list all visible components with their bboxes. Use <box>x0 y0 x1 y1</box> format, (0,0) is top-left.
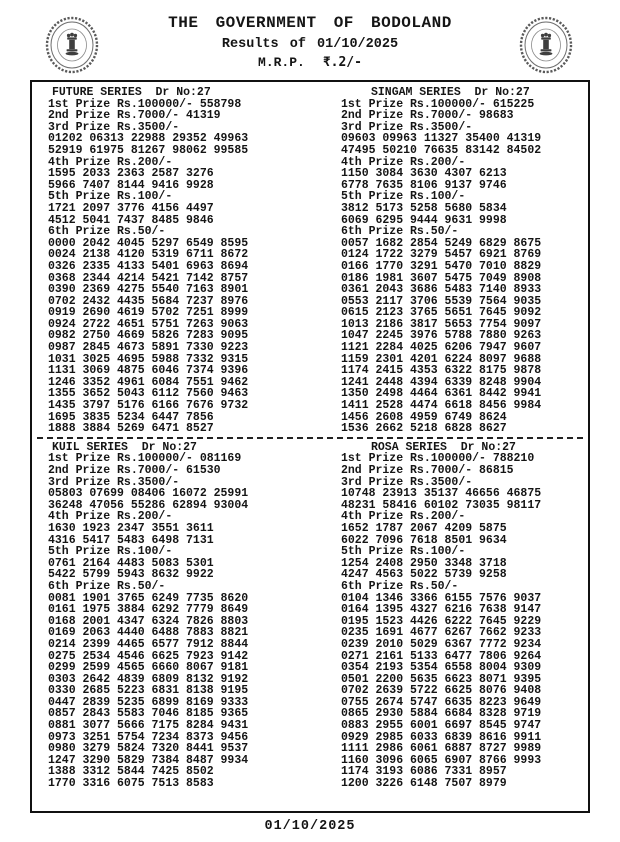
winning-numbers-row: 6022 7096 7618 8501 9634 <box>341 533 507 547</box>
mrp-label: M.R.P. <box>258 55 305 70</box>
winning-numbers-row: 1200 3226 6148 7507 8979 <box>341 777 507 791</box>
winning-numbers-row: 4247 4563 5022 5739 9258 <box>341 568 507 582</box>
winning-numbers-row: 1456 2608 4959 6749 8624 <box>341 410 507 424</box>
page-title: THE GOVERNMENT OF BODOLAND <box>168 14 452 32</box>
winning-numbers-row: 1888 3884 5269 6471 8527 <box>48 422 214 436</box>
winning-numbers-row: 1160 3096 6065 6907 8766 9993 <box>341 753 542 767</box>
winning-numbers-row: 0161 1975 3884 6292 7779 8649 <box>48 603 249 617</box>
winning-numbers-row: 1031 3025 4695 5988 7332 9315 <box>48 352 249 366</box>
winning-numbers-row: 1630 1923 2347 3551 3611 <box>48 521 214 535</box>
winning-numbers-row: 05803 07699 08406 16072 25991 <box>48 487 249 501</box>
series-header: ROSA SERIES Dr No:27 <box>371 440 516 454</box>
prize-label: 4th Prize Rs.200/- <box>341 155 466 169</box>
winning-numbers-row: 0104 1346 3366 6155 7576 9037 <box>341 591 542 605</box>
winning-numbers-row: 0024 2138 4120 5319 6711 8672 <box>48 248 249 262</box>
winning-numbers-row: 0303 2642 4839 6809 8132 9192 <box>48 672 249 686</box>
winning-numbers-row: 0929 2985 6033 6839 8616 9911 <box>341 730 542 744</box>
winning-numbers-row: 0057 1682 2854 5249 6829 8675 <box>341 236 542 250</box>
winning-numbers-row: 0924 2722 4651 5751 7263 9063 <box>48 317 249 331</box>
winning-numbers-row: 0168 2001 4347 6324 7826 8803 <box>48 614 249 628</box>
prize-label: 3rd Prize Rs.3500/- <box>48 120 180 134</box>
winning-numbers-row: 0186 1981 3607 5475 7049 8908 <box>341 271 542 285</box>
prize-label: 3rd Prize Rs.3500/- <box>48 475 180 489</box>
winning-numbers-row: 1246 3352 4961 6084 7551 9462 <box>48 375 249 389</box>
winning-numbers-row: 0169 2063 4440 6488 7883 8821 <box>48 626 249 640</box>
winning-numbers-row: 0447 2839 5235 6899 8169 9333 <box>48 695 249 709</box>
winning-numbers-row: 0235 1691 4677 6267 7662 9233 <box>341 626 542 640</box>
winning-numbers-row: 1174 2415 4353 6322 8175 9878 <box>341 364 542 378</box>
winning-numbers-row: 6069 6295 9444 9631 9998 <box>341 213 507 227</box>
prize-label: 5th Prize Rs.100/- <box>48 545 173 559</box>
winning-numbers-row: 0881 3077 5666 7175 8284 9431 <box>48 719 249 733</box>
winning-numbers-row: 1652 1787 2067 4209 5875 <box>341 521 507 535</box>
prize-label: 6th Prize Rs.50/- <box>48 579 166 593</box>
winning-numbers-row: 0973 3251 5754 7234 8373 9456 <box>48 730 249 744</box>
winning-numbers-row: 0761 2164 4483 5083 5301 <box>48 556 214 570</box>
winning-numbers-row: 1770 3316 6075 7513 8583 <box>48 777 214 791</box>
series-header: FUTURE SERIES Dr No:27 <box>52 86 211 99</box>
winning-numbers-row: 5422 5799 5943 8632 9922 <box>48 568 214 582</box>
winning-numbers-row: 0702 2432 4435 5684 7237 8976 <box>48 294 249 308</box>
mrp-value: ₹.2/- <box>322 55 362 70</box>
series-kuil <box>32 442 327 790</box>
series-singam <box>327 87 588 435</box>
winning-numbers-row: 0164 1395 4327 6216 7638 9147 <box>341 603 542 617</box>
winning-numbers-row: 0239 2010 5029 6367 7772 9234 <box>341 637 542 651</box>
prize-label: 1st Prize Rs.100000/- 615225 <box>341 97 535 111</box>
winning-numbers-row: 0857 2843 5583 7046 8185 9365 <box>48 707 249 721</box>
section-separator <box>37 437 583 439</box>
prize-label: 2nd Prize Rs.7000/- 98683 <box>341 109 514 123</box>
prize-label: 1st Prize Rs.100000/- 788210 <box>341 452 535 466</box>
prize-label: 1st Prize Rs.100000/- 081169 <box>48 452 242 466</box>
winning-numbers-row: 10748 23913 35137 46656 46875 <box>341 487 542 501</box>
winning-numbers-row: 0865 2930 5884 6684 8328 9719 <box>341 707 542 721</box>
results-date-heading: Results of 01/10/2025 <box>221 37 399 52</box>
prize-label: 3rd Prize Rs.3500/- <box>341 475 473 489</box>
prize-label: 1st Prize Rs.100000/- 558798 <box>48 97 242 111</box>
winning-numbers-row: 1388 3312 5844 7425 8502 <box>48 765 214 779</box>
results-section-bottom <box>32 442 588 790</box>
winning-numbers-row: 1435 3797 5176 6166 7676 9732 <box>48 399 249 413</box>
winning-numbers-row: 1150 3084 3630 4307 6213 <box>341 167 507 181</box>
winning-numbers-row: 1013 2186 3817 5653 7754 9097 <box>341 317 542 331</box>
winning-numbers-row: 1721 2097 3776 4156 4497 <box>48 201 214 215</box>
winning-numbers-row: 1121 2284 4025 6206 7947 9607 <box>341 341 542 355</box>
winning-numbers-row: 1350 2498 4464 6361 8442 9941 <box>341 387 542 401</box>
prize-label: 5th Prize Rs.100/- <box>48 190 173 204</box>
prize-label: 6th Prize Rs.50/- <box>48 225 166 239</box>
winning-numbers-row: 01202 06313 22988 29352 49963 <box>48 132 249 146</box>
winning-numbers-row: 0271 2161 5133 6477 7806 9264 <box>341 649 542 663</box>
winning-numbers-row: 0980 3279 5824 7320 8441 9537 <box>48 742 249 756</box>
series-future <box>32 87 327 435</box>
mrp-line <box>0 55 620 70</box>
winning-numbers-row: 1131 3069 4875 6046 7374 9396 <box>48 364 249 378</box>
winning-numbers-row: 1111 2986 6061 6887 8727 9989 <box>341 742 542 756</box>
winning-numbers-row: 1595 2033 2363 2587 3276 <box>48 167 214 181</box>
winning-numbers-row: 0883 2955 6001 6697 8545 9747 <box>341 719 542 733</box>
series-header: SINGAM SERIES Dr No:27 <box>371 86 530 99</box>
prize-label: 4th Prize Rs.200/- <box>341 510 466 524</box>
prize-label: 6th Prize Rs.50/- <box>341 225 459 239</box>
winning-numbers-row: 0368 2344 4214 5421 7142 8757 <box>48 271 249 285</box>
winning-numbers-row: 1355 3652 5043 6112 7560 9463 <box>48 387 249 401</box>
winning-numbers-row: 5966 7407 8144 9416 9928 <box>48 178 214 192</box>
winning-numbers-row: 0501 2200 5635 6623 8071 9395 <box>341 672 542 686</box>
prize-label: 3rd Prize Rs.3500/- <box>341 120 473 134</box>
winning-numbers-row: 0000 2042 4045 5297 6549 8595 <box>48 236 249 250</box>
winning-numbers-row: 1695 3835 5234 6447 7856 <box>48 410 214 424</box>
prize-label: 2nd Prize Rs.7000/- 61530 <box>48 464 221 477</box>
prize-label: 2nd Prize Rs.7000/- 86815 <box>341 464 514 477</box>
winning-numbers-row: 1411 2528 4474 6618 8456 9984 <box>341 399 542 413</box>
winning-numbers-row: 0214 2399 4465 6577 7912 8844 <box>48 637 249 651</box>
prize-label: 6th Prize Rs.50/- <box>341 579 459 593</box>
winning-numbers-row: 1047 2245 3976 5788 7880 9263 <box>341 329 542 343</box>
winning-numbers-row: 0326 2335 4133 5401 6963 8694 <box>48 259 249 273</box>
winning-numbers-row: 0755 2674 5747 6635 8223 9649 <box>341 695 542 709</box>
winning-numbers-row: 0330 2685 5223 6831 8138 9195 <box>48 684 249 698</box>
series-rosa <box>327 442 588 790</box>
winning-numbers-row: 1159 2301 4201 6224 8097 9688 <box>341 352 542 366</box>
winning-numbers-row: 1241 2448 4394 6339 8248 9904 <box>341 375 542 389</box>
winning-numbers-row: 4316 5417 5483 6498 7131 <box>48 533 214 547</box>
winning-numbers-row: 0081 1901 3765 6249 7735 8620 <box>48 591 249 605</box>
winning-numbers-row: 36248 47056 55286 62894 93004 <box>48 498 249 512</box>
results-section-top <box>32 87 588 435</box>
footer-date: 01/10/2025 <box>264 819 356 834</box>
winning-numbers-row: 0124 1722 3279 5457 6921 8769 <box>341 248 542 262</box>
prize-label: 4th Prize Rs.200/- <box>48 510 173 524</box>
winning-numbers-row: 0275 2534 4546 6625 7923 9142 <box>48 649 249 663</box>
winning-numbers-row: 47495 50210 76635 83142 84502 <box>341 143 542 157</box>
winning-numbers-row: 0919 2690 4619 5702 7251 8999 <box>48 306 249 320</box>
prize-label: 4th Prize Rs.200/- <box>48 155 173 169</box>
winning-numbers-row: 0299 2599 4565 6660 8067 9181 <box>48 661 249 675</box>
winning-numbers-row: 0195 1523 4426 6222 7645 9229 <box>341 614 542 628</box>
winning-numbers-row: 0987 2845 4673 5891 7330 9223 <box>48 341 249 355</box>
winning-numbers-row: 0354 2193 5354 6558 8004 9309 <box>341 661 542 675</box>
winning-numbers-row: 4512 5041 7437 8485 9846 <box>48 213 214 227</box>
winning-numbers-row: 3812 5173 5258 5680 5834 <box>341 201 507 215</box>
winning-numbers-row: 0982 2750 4669 5826 7283 9095 <box>48 329 249 343</box>
winning-numbers-row: 0361 2043 3686 5483 7140 8933 <box>341 283 542 297</box>
prize-label: 5th Prize Rs.100/- <box>341 190 466 204</box>
prize-label: 2nd Prize Rs.7000/- 41319 <box>48 109 221 123</box>
prize-label: 5th Prize Rs.100/- <box>341 545 466 559</box>
winning-numbers-row: 1536 2662 5218 6828 8627 <box>341 422 507 436</box>
winning-numbers-row: 0553 2117 3706 5539 7564 9035 <box>341 294 542 308</box>
winning-numbers-row: 1247 3290 5829 7384 8487 9934 <box>48 753 249 767</box>
series-header: KUIL SERIES Dr No:27 <box>52 440 197 454</box>
winning-numbers-row: 0615 2123 3765 5651 7645 9092 <box>341 306 542 320</box>
winning-numbers-row: 52919 61975 81267 98062 99585 <box>48 143 249 157</box>
winning-numbers-row: 1254 2408 2950 3348 3718 <box>341 556 507 570</box>
results-box <box>30 80 590 813</box>
winning-numbers-row: 6778 7635 8106 9137 9746 <box>341 178 507 192</box>
winning-numbers-row: 48231 58416 60102 73035 98117 <box>341 498 542 512</box>
winning-numbers-row: 0390 2369 4275 5540 7163 8901 <box>48 283 249 297</box>
winning-numbers-row: 1174 3193 6086 7331 8957 <box>341 765 507 779</box>
winning-numbers-row: 0166 1770 3291 5470 7010 8829 <box>341 259 542 273</box>
winning-numbers-row: 09603 09963 11327 35400 41319 <box>341 132 542 146</box>
winning-numbers-row: 0702 2639 5722 6625 8076 9408 <box>341 684 542 698</box>
